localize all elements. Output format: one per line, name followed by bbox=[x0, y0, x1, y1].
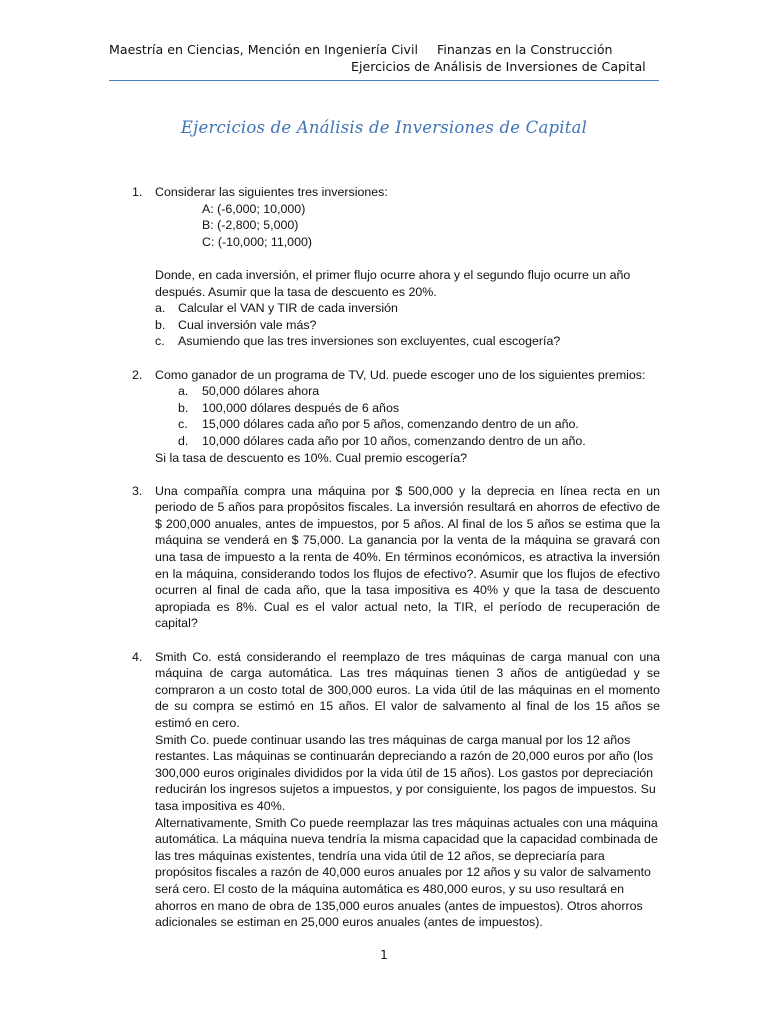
exercise-number: 3. bbox=[132, 483, 143, 498]
sub-question bbox=[155, 317, 660, 334]
sub-question bbox=[155, 300, 660, 317]
exercise-text: Donde, en cada inversión, el primer flujo ocurre ahora y el segundo flujo ocurre un año después. Asumir que la tasa de descuento es 20%. bbox=[155, 267, 631, 299]
header-divider bbox=[109, 80, 659, 81]
investment-option: B: (-2,800; 5,000) bbox=[202, 218, 299, 233]
exercise-4 bbox=[132, 649, 660, 931]
sub-text: Asumiendo que las tres inversiones son excluyentes, cual escogería? bbox=[178, 334, 561, 349]
sub-text: 100,000 dólares después de 6 años bbox=[202, 400, 400, 415]
exercise-3 bbox=[132, 483, 660, 632]
header-program: Maestría en Ciencias, Mención en Ingeniería Civil bbox=[109, 42, 418, 57]
sub-letter: d. bbox=[178, 433, 189, 448]
sub-letter: b. bbox=[155, 317, 166, 332]
sub-letter: c. bbox=[155, 334, 165, 349]
header-topic: Ejercicios de Análisis de Inversiones de Capital bbox=[351, 59, 646, 74]
sub-letter: a. bbox=[178, 384, 189, 399]
document-title: Ejercicios de Análisis de Inversiones de Capital bbox=[180, 118, 588, 137]
sub-letter: b. bbox=[178, 400, 189, 415]
exercise-number: 1. bbox=[132, 185, 143, 199]
exercise-intro: Como ganador de un programa de TV, Ud. puede escoger uno de los siguientes premios: bbox=[155, 367, 646, 382]
exercise-intro: Considerar las siguientes tres inversiones: bbox=[155, 185, 388, 199]
sub-question bbox=[155, 333, 660, 350]
sub-letter: a. bbox=[155, 301, 166, 316]
prize-option bbox=[155, 433, 660, 450]
exercise-paragraph-1: Smith Co. está considerando el reemplazo de tres máquinas de carga manual con una máquina de carga automática. Las tres máquinas tienen 3 años de antigüedad y se compraron a un costo total de 300,000 euros. La vida útil de las máquinas en el momento de su compra se estimó en 15 años. El valor de salvamento al final de los 15 años se estimó en cero. bbox=[155, 649, 660, 730]
exercise-number: 2. bbox=[132, 367, 143, 382]
page-number: 1 bbox=[380, 948, 388, 962]
sub-text: 15,000 dólares cada año por 5 años, comenzando dentro de un año. bbox=[202, 417, 579, 432]
exercise-number: 4. bbox=[132, 649, 143, 664]
exercise-1 bbox=[132, 184, 660, 350]
sub-text: 10,000 dólares cada año por 10 años, comenzando dentro de un año. bbox=[202, 433, 586, 448]
exercise-paragraph-2: Smith Co. puede continuar usando las tres máquinas de carga manual por los 12 años restantes. Las máquinas se continuarán depreciando a razón de 20,000 euros por año (los 300,000 euros originales divididos por la vida útil de 15 años). Los gastos por depreciación reducirán los ingresos sujetos a impuestos, y por consiguiente, los pagos de impuestos. Su tasa impositiva es 40%. bbox=[155, 732, 656, 813]
sub-text: Cual inversión vale más? bbox=[178, 317, 317, 332]
exercise-2 bbox=[132, 367, 660, 467]
prize-option bbox=[155, 400, 660, 417]
exercise-list bbox=[132, 184, 660, 931]
sub-letter: c. bbox=[178, 417, 188, 432]
sub-text: Calcular el VAN y TIR de cada inversión bbox=[178, 301, 398, 316]
prize-option bbox=[155, 383, 660, 400]
header-course: Finanzas en la Construcción bbox=[437, 42, 613, 57]
investment-option: C: (-10,000; 11,000) bbox=[202, 234, 312, 249]
exercise-closing: Si la tasa de descuento es 10%. Cual premio escogería? bbox=[155, 450, 468, 465]
exercise-text: Una compañía compra una máquina por $ 500,000 y la deprecia en línea recta en un periodo de 5 años para propósitos fiscales. La inversión resultará en ahorros de efectivo de $ 200,000 anuales, antes de impuestos, por 5 años. Al final de los 5 años se estima que la máquina se venderá en $ 75,000. La ganancia por la venta de la máquina se gravará con una tasa de impuesto a la renta de 40%. En términos económicos, es atractiva la inversión en la máquina, considerando todos los flujos de efectivo?. Asumir que los flujos de efectivo ocurren al final de cada año, que la tasa impositiva es 40% y que la tasa de descuento apropiada es 8%. Cual es el valor actual neto, la TIR, el período de recuperación de capital? bbox=[155, 483, 660, 631]
prize-option bbox=[155, 416, 660, 433]
page-header bbox=[109, 41, 659, 75]
investment-option: A: (-6,000; 10,000) bbox=[202, 201, 306, 216]
exercise-paragraph-3: Alternativamente, Smith Co puede reemplazar las tres máquinas actuales con una máquina automática. La máquina nueva tendría la misma capacidad que la capacidad combinada de las tres máquinas existentes, tendría una vida útil de 12 años, se depreciaría para propósitos fiscales a razón de 40,000 euros anuales por 12 años y su valor de salvamento será cero. El costo de la máquina automática es 480,000 euros, y su uso resultará en ahorros en mano de obra de 135,000 euros anuales (antes de impuestos). Otros ahorros adicionales se estiman en 25,000 euros anuales (antes de impuestos). bbox=[155, 815, 658, 930]
sub-text: 50,000 dólares ahora bbox=[202, 384, 320, 399]
